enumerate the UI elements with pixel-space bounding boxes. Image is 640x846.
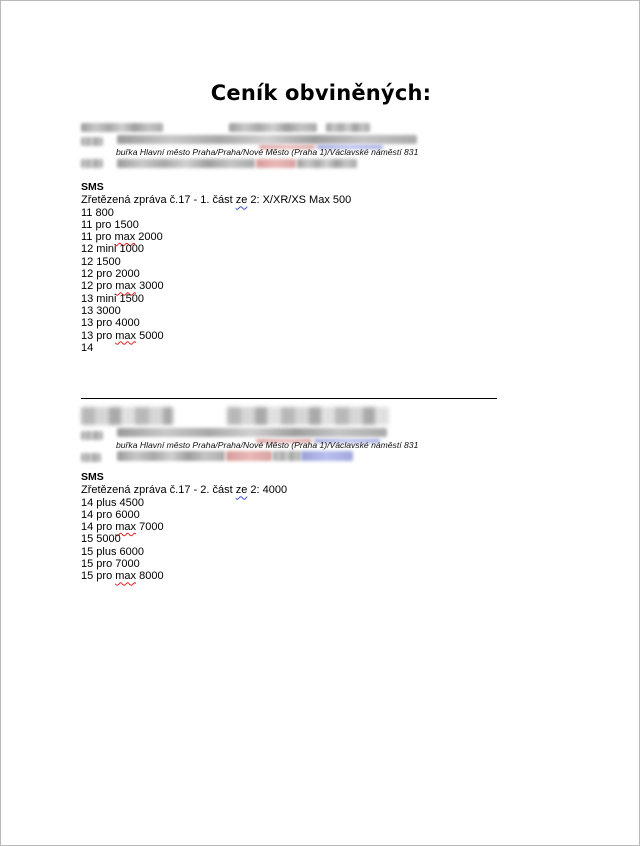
spellcheck-word: max [115, 280, 137, 293]
price-line: 14 pro 6000 [81, 508, 140, 521]
price-line: 15 plus 6000 [81, 545, 144, 558]
message-section-1 [81, 181, 351, 354]
price-line: 15 pro max 8000 [81, 570, 164, 583]
message-heading: Zřetězená zpráva č.17 - 1. část ze 2: X/XR/XS Max 500 [81, 194, 352, 207]
price-line: 14 plus 4500 [81, 496, 144, 509]
spellcheck-word: max [115, 521, 137, 534]
price-line: 13 mini 1500 [81, 292, 144, 305]
price-line: 11 800 [81, 206, 114, 219]
price-line: 12 mini 1000 [81, 243, 144, 256]
price-line: 12 1500 [81, 255, 121, 268]
price-line: 14 pro max 7000 [81, 521, 164, 534]
spellcheck-word: max [115, 329, 137, 342]
message-section-2 [81, 471, 287, 583]
address-line-1: buřka Hlavní město Praha/Praha/Nové Město (Praha 1)/Václavské náměstí 831 [116, 147, 419, 157]
spellcheck-word: max [114, 231, 136, 244]
message-heading: Zřetězená zpráva č.17 - 2. část ze 2: 4000 [81, 484, 288, 497]
spellcheck-word: max [115, 570, 137, 583]
price-line: 11 pro max 2000 [81, 231, 163, 244]
price-line: 15 pro 7000 [81, 558, 140, 571]
horizontal-rule [81, 398, 497, 399]
price-line: 13 pro 4000 [81, 317, 140, 330]
price-line: 15 5000 [81, 533, 121, 546]
price-line: 14 [81, 341, 94, 354]
price-list [81, 497, 287, 583]
message-type-label: SMS [81, 181, 104, 193]
price-line: 13 pro max 5000 [81, 329, 164, 342]
price-list [81, 207, 351, 355]
document-title: Ceník obviněných: [210, 81, 432, 105]
price-line: 11 pro 1500 [81, 218, 139, 231]
price-line: 13 3000 [81, 304, 121, 317]
message-type-label: SMS [81, 471, 104, 483]
address-line-2: buřka Hlavní město Praha/Praha/Nové Město (Praha 1)/Václavské náměstí 831 [116, 440, 419, 450]
price-line: 12 pro max 3000 [81, 280, 164, 293]
price-line: 12 pro 2000 [81, 268, 140, 281]
